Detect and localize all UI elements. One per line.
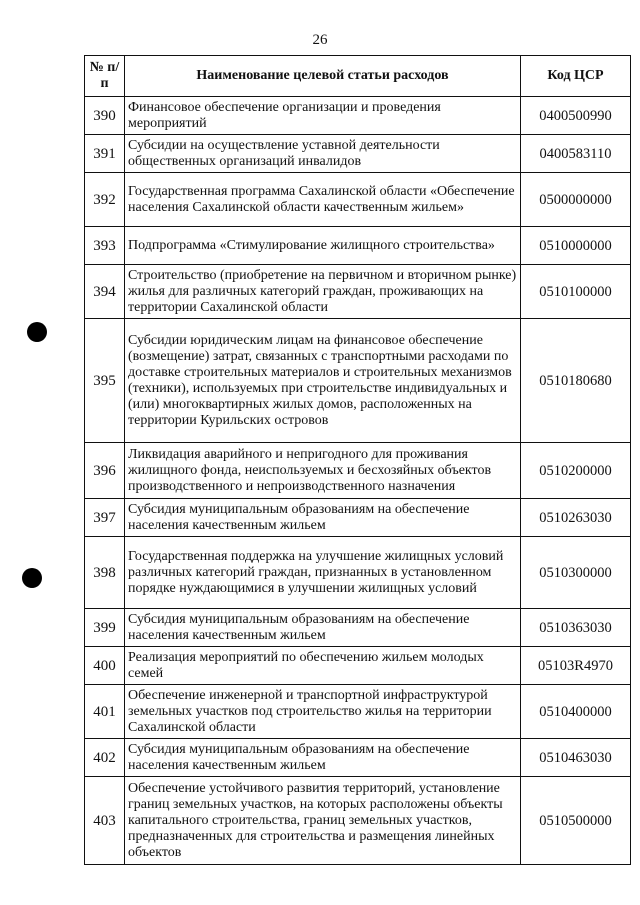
table-row: [85, 609, 631, 647]
row-code: 0400500990: [521, 97, 631, 135]
row-code: 0510363030: [521, 609, 631, 647]
table-row: [85, 537, 631, 609]
row-name: Реализация мероприятий по обеспечению жильем молодых семей: [125, 647, 521, 685]
row-code: 0510100000: [521, 265, 631, 319]
row-code: 0510200000: [521, 443, 631, 499]
row-code: 0510180680: [521, 319, 631, 443]
table-row: [85, 443, 631, 499]
table-row: [85, 647, 631, 685]
row-code: 05103R4970: [521, 647, 631, 685]
row-code: 0510500000: [521, 777, 631, 865]
row-number: 403: [85, 777, 125, 865]
row-number: 393: [85, 227, 125, 265]
row-number: 398: [85, 537, 125, 609]
header-code: Код ЦСР: [521, 56, 631, 97]
row-number: 391: [85, 135, 125, 173]
row-number: 402: [85, 739, 125, 777]
row-number: 400: [85, 647, 125, 685]
header-number: № п/п: [85, 56, 125, 97]
row-code: 0510400000: [521, 685, 631, 739]
table-row: [85, 685, 631, 739]
punch-hole-mark: [27, 322, 47, 342]
row-name: Субсидия муниципальным образованиям на обеспечение населения качественным жильем: [125, 609, 521, 647]
row-number: 394: [85, 265, 125, 319]
row-number: 395: [85, 319, 125, 443]
row-number: 401: [85, 685, 125, 739]
row-number: 399: [85, 609, 125, 647]
row-name: Субсидия муниципальным образованиям на обеспечение населения качественным жильем: [125, 499, 521, 537]
table-header-row: [85, 56, 631, 97]
row-name: Субсидии юридическим лицам на финансовое обеспечение (возмещение) затрат, связанных с транспортными расходами по доставке строительных материалов и строительных механизмов (техники), используемых при строительстве индивидуальных и (или) многоквартирных жилых домов, расположенных на территории Курильских островов: [125, 319, 521, 443]
row-code: 0510463030: [521, 739, 631, 777]
row-name: Подпрограмма «Стимулирование жилищного строительства»: [125, 227, 521, 265]
row-name: Государственная программа Сахалинской области «Обеспечение населения Сахалинской области качественным жильем»: [125, 173, 521, 227]
row-number: 390: [85, 97, 125, 135]
table-row: [85, 319, 631, 443]
row-name: Субсидия муниципальным образованиям на обеспечение населения качественным жильем: [125, 739, 521, 777]
row-code: 0500000000: [521, 173, 631, 227]
table-row: [85, 739, 631, 777]
row-code: 0510000000: [521, 227, 631, 265]
header-name: Наименование целевой статьи расходов: [125, 56, 521, 97]
table-row: [85, 777, 631, 865]
budget-items-table: [84, 55, 631, 865]
row-number: 397: [85, 499, 125, 537]
row-name: Обеспечение устойчивого развития территорий, установление границ земельных участков, на которых расположены объекты капитального строительства, границ земельных участков, предназначенных для строительства и размещения линейных объектов: [125, 777, 521, 865]
row-code: 0510300000: [521, 537, 631, 609]
page-number: 26: [312, 32, 328, 48]
table-row: [85, 499, 631, 537]
row-number: 396: [85, 443, 125, 499]
table-row: [85, 135, 631, 173]
row-name: Строительство (приобретение на первичном и вторичном рынке) жилья для различных категорий граждан, проживающих на территории Сахалинской области: [125, 265, 521, 319]
row-name: Ликвидация аварийного и непригодного для проживания жилищного фонда, неиспользуемых и бесхозяйных объектов производственного и непроизводственного назначения: [125, 443, 521, 499]
table-row: [85, 227, 631, 265]
row-name: Финансовое обеспечение организации и проведения мероприятий: [125, 97, 521, 135]
table-row: [85, 97, 631, 135]
row-code: 0510263030: [521, 499, 631, 537]
row-code: 0400583110: [521, 135, 631, 173]
row-number: 392: [85, 173, 125, 227]
table-row: [85, 173, 631, 227]
row-name: Государственная поддержка на улучшение жилищных условий различных категорий граждан, признанных в установленном порядке нуждающимися в улучшении жилищных условий: [125, 537, 521, 609]
row-name: Субсидии на осуществление уставной деятельности общественных организаций инвалидов: [125, 135, 521, 173]
row-name: Обеспечение инженерной и транспортной инфраструктурой земельных участков под строительство жилья на территории Сахалинской области: [125, 685, 521, 739]
punch-hole-mark: [22, 568, 42, 588]
table-row: [85, 265, 631, 319]
